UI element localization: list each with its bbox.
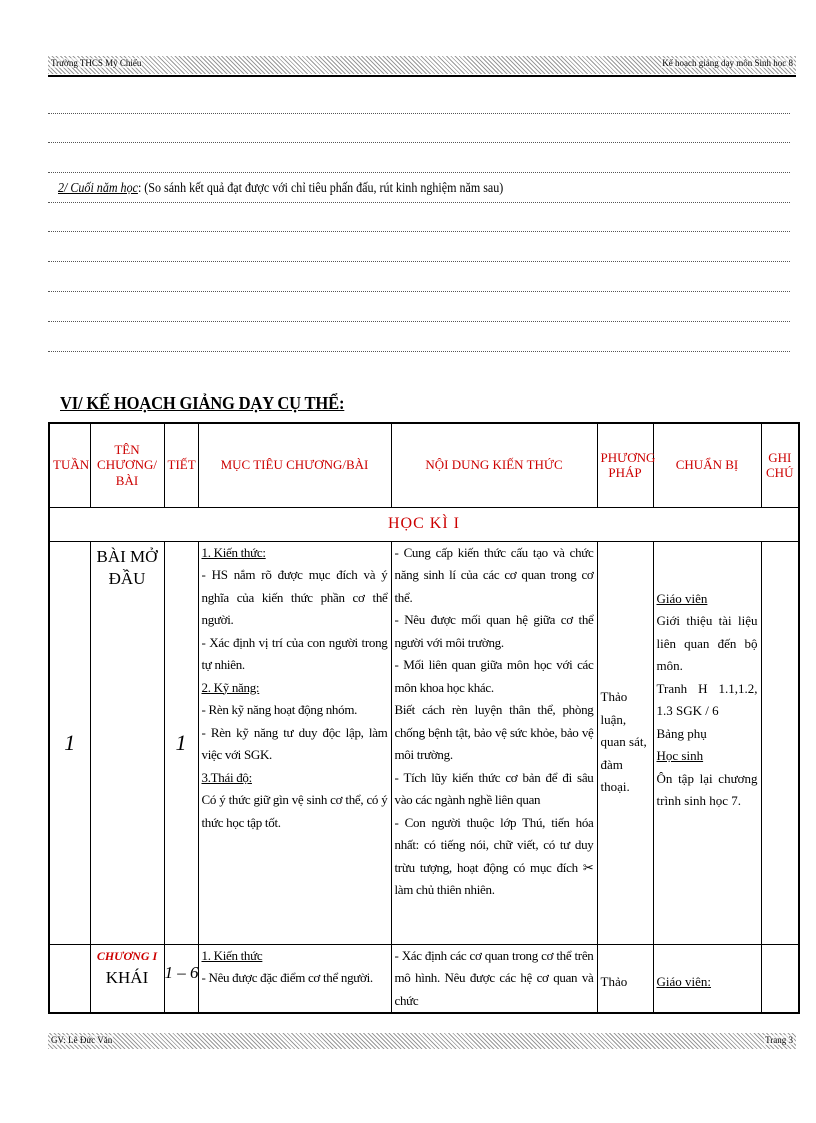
prep-teacher-text: Giới thiệu tài liệu liên quan đến bộ môn. (656, 613, 758, 673)
prep-teacher-title: Giáo viên: (653, 944, 761, 1013)
header-rule (48, 75, 796, 77)
term-row (49, 507, 799, 541)
method-cell (597, 541, 653, 944)
content-item: - Nêu được mối quan hệ giữa cơ thể người với môi trường. (394, 612, 594, 650)
knowledge-item: - HS nắm rõ được mục đích và ý nghĩa của kiến thức phần cơ thể người. (201, 567, 388, 627)
table-row (49, 944, 799, 1013)
prep-item: Tranh H 1.1,1.2, 1.3 SGK / 6 (656, 680, 758, 718)
evaluation-text: : (So sánh kết quả đạt được với chỉ tiêu phấn đấu, rút kinh nghiệm năm sau) (137, 181, 504, 196)
term-label: HỌC KÌ I (49, 507, 799, 541)
content-item: Biết cách rèn luyện thân thể, phòng chống bệnh tật, bảo vệ sức khỏe, bảo vệ môi trường. (394, 702, 594, 762)
col-objectives: MỤC TIÊU CHƯƠNG/BÀI (198, 423, 391, 507)
method-cell: Thảo (597, 944, 653, 1013)
period-range: 1 – 6 (164, 944, 198, 1013)
col-week: TUẦN (49, 423, 90, 507)
footer-hatch-bar (48, 1033, 796, 1049)
objectives-cell (198, 944, 391, 1013)
content-cell: - Xác định các cơ quan trong cơ thể trên mô hình. Nêu được các hệ cơ quan và chức (391, 944, 597, 1013)
col-prep: CHUẨN BỊ (653, 423, 761, 507)
skills-title: 2. Kỹ năng: (201, 679, 260, 695)
table-header-row (49, 423, 799, 507)
note-cell (761, 541, 799, 944)
skills-item: - Rèn kỹ năng hoạt động nhóm. (201, 702, 358, 717)
page-footer (48, 1033, 796, 1051)
week-number (49, 944, 90, 1013)
note-cell (761, 944, 799, 1013)
blank-line (48, 291, 790, 292)
prep-item: Bảng phụ (656, 725, 707, 741)
page-header (48, 56, 796, 78)
header-school: Trường THCS Mỹ Chiếu (51, 58, 142, 68)
col-period: TIẾT (164, 423, 198, 507)
prep-student-text: Ôn tập lại chương trình sinh học 7. (656, 770, 758, 808)
blank-line (48, 351, 790, 352)
attitude-title: 3.Thái độ: (201, 769, 252, 785)
blank-line (48, 202, 790, 203)
blank-line (48, 113, 790, 114)
content-cell (391, 541, 597, 944)
chapter-label: CHƯƠNG I (96, 948, 158, 963)
table-row (49, 541, 799, 944)
knowledge-item: - Nêu được đặc điểm cơ thể người. (201, 970, 373, 985)
end-of-year-evaluation (58, 181, 503, 197)
blank-line (48, 142, 790, 143)
header-doc-title: Kế hoạch giảng dạy môn Sinh học 8 (662, 58, 793, 68)
section-title: VI/ KẾ HOẠCH GIẢNG DẠY CỤ THỂ: (60, 393, 345, 413)
col-chapter: TÊN CHƯƠNG/ BÀI (90, 423, 164, 507)
chapter-name: KHÁI (105, 967, 149, 987)
content-item: - Cung cấp kiến thức cấu tạo và chức năng sinh lí của các cơ quan trong cơ thể. (394, 544, 594, 605)
evaluation-label: 2/ Cuối năm học (58, 181, 138, 196)
col-content: NỘI DUNG KIẾN THỨC (391, 423, 597, 507)
footer-page-number: Trang 3 (765, 1035, 793, 1045)
period-number: 1 (164, 541, 198, 944)
footer-author: GV: Lê Đức Văn (51, 1035, 113, 1045)
blank-line (48, 321, 790, 322)
prep-student-title: Học sinh (656, 748, 704, 763)
blank-line (48, 172, 790, 173)
col-note: GHI CHÚ (761, 423, 799, 507)
method-text: Thảo luận, quan sát, đàm thoại. (600, 689, 647, 795)
content-item: - Tích lũy kiến thức cơ bản để đi sâu vào các ngành nghề liên quan (394, 769, 594, 807)
knowledge-title: 1. Kiến thức (201, 947, 263, 963)
blank-line (48, 261, 790, 262)
prep-teacher-title: Giáo viên (656, 590, 708, 606)
skills-item: - Rèn kỹ năng tư duy độc lập, làm việc với SGK. (201, 724, 388, 762)
prep-cell (653, 541, 761, 944)
knowledge-item: - Xác định vị trí của con người trong tự nhiên. (201, 634, 388, 672)
chapter-cell (90, 944, 164, 1013)
chapter-name: BÀI MỞ ĐẦU (90, 541, 164, 944)
knowledge-title: 1. Kiến thức: (201, 544, 266, 560)
objectives-cell (198, 541, 391, 944)
content-item: - Mối liên quan giữa môn học với các môn khoa học khác. (394, 657, 594, 695)
content-item: - Con người thuộc lớp Thú, tiến hóa nhất: có tiếng nói, chữ viết, có tư duy trừu tượng, hoạt động có mục đích ✂ làm chủ thiên nhiên. (394, 814, 594, 897)
blank-line (48, 231, 790, 232)
attitude-item: Có ý thức giữ gìn vệ sinh cơ thể, có ý thức học tập tốt. (201, 792, 388, 830)
week-number: 1 (49, 541, 90, 944)
teaching-plan-table (48, 422, 800, 1014)
col-method: PHƯƠNG PHÁP (597, 423, 653, 507)
